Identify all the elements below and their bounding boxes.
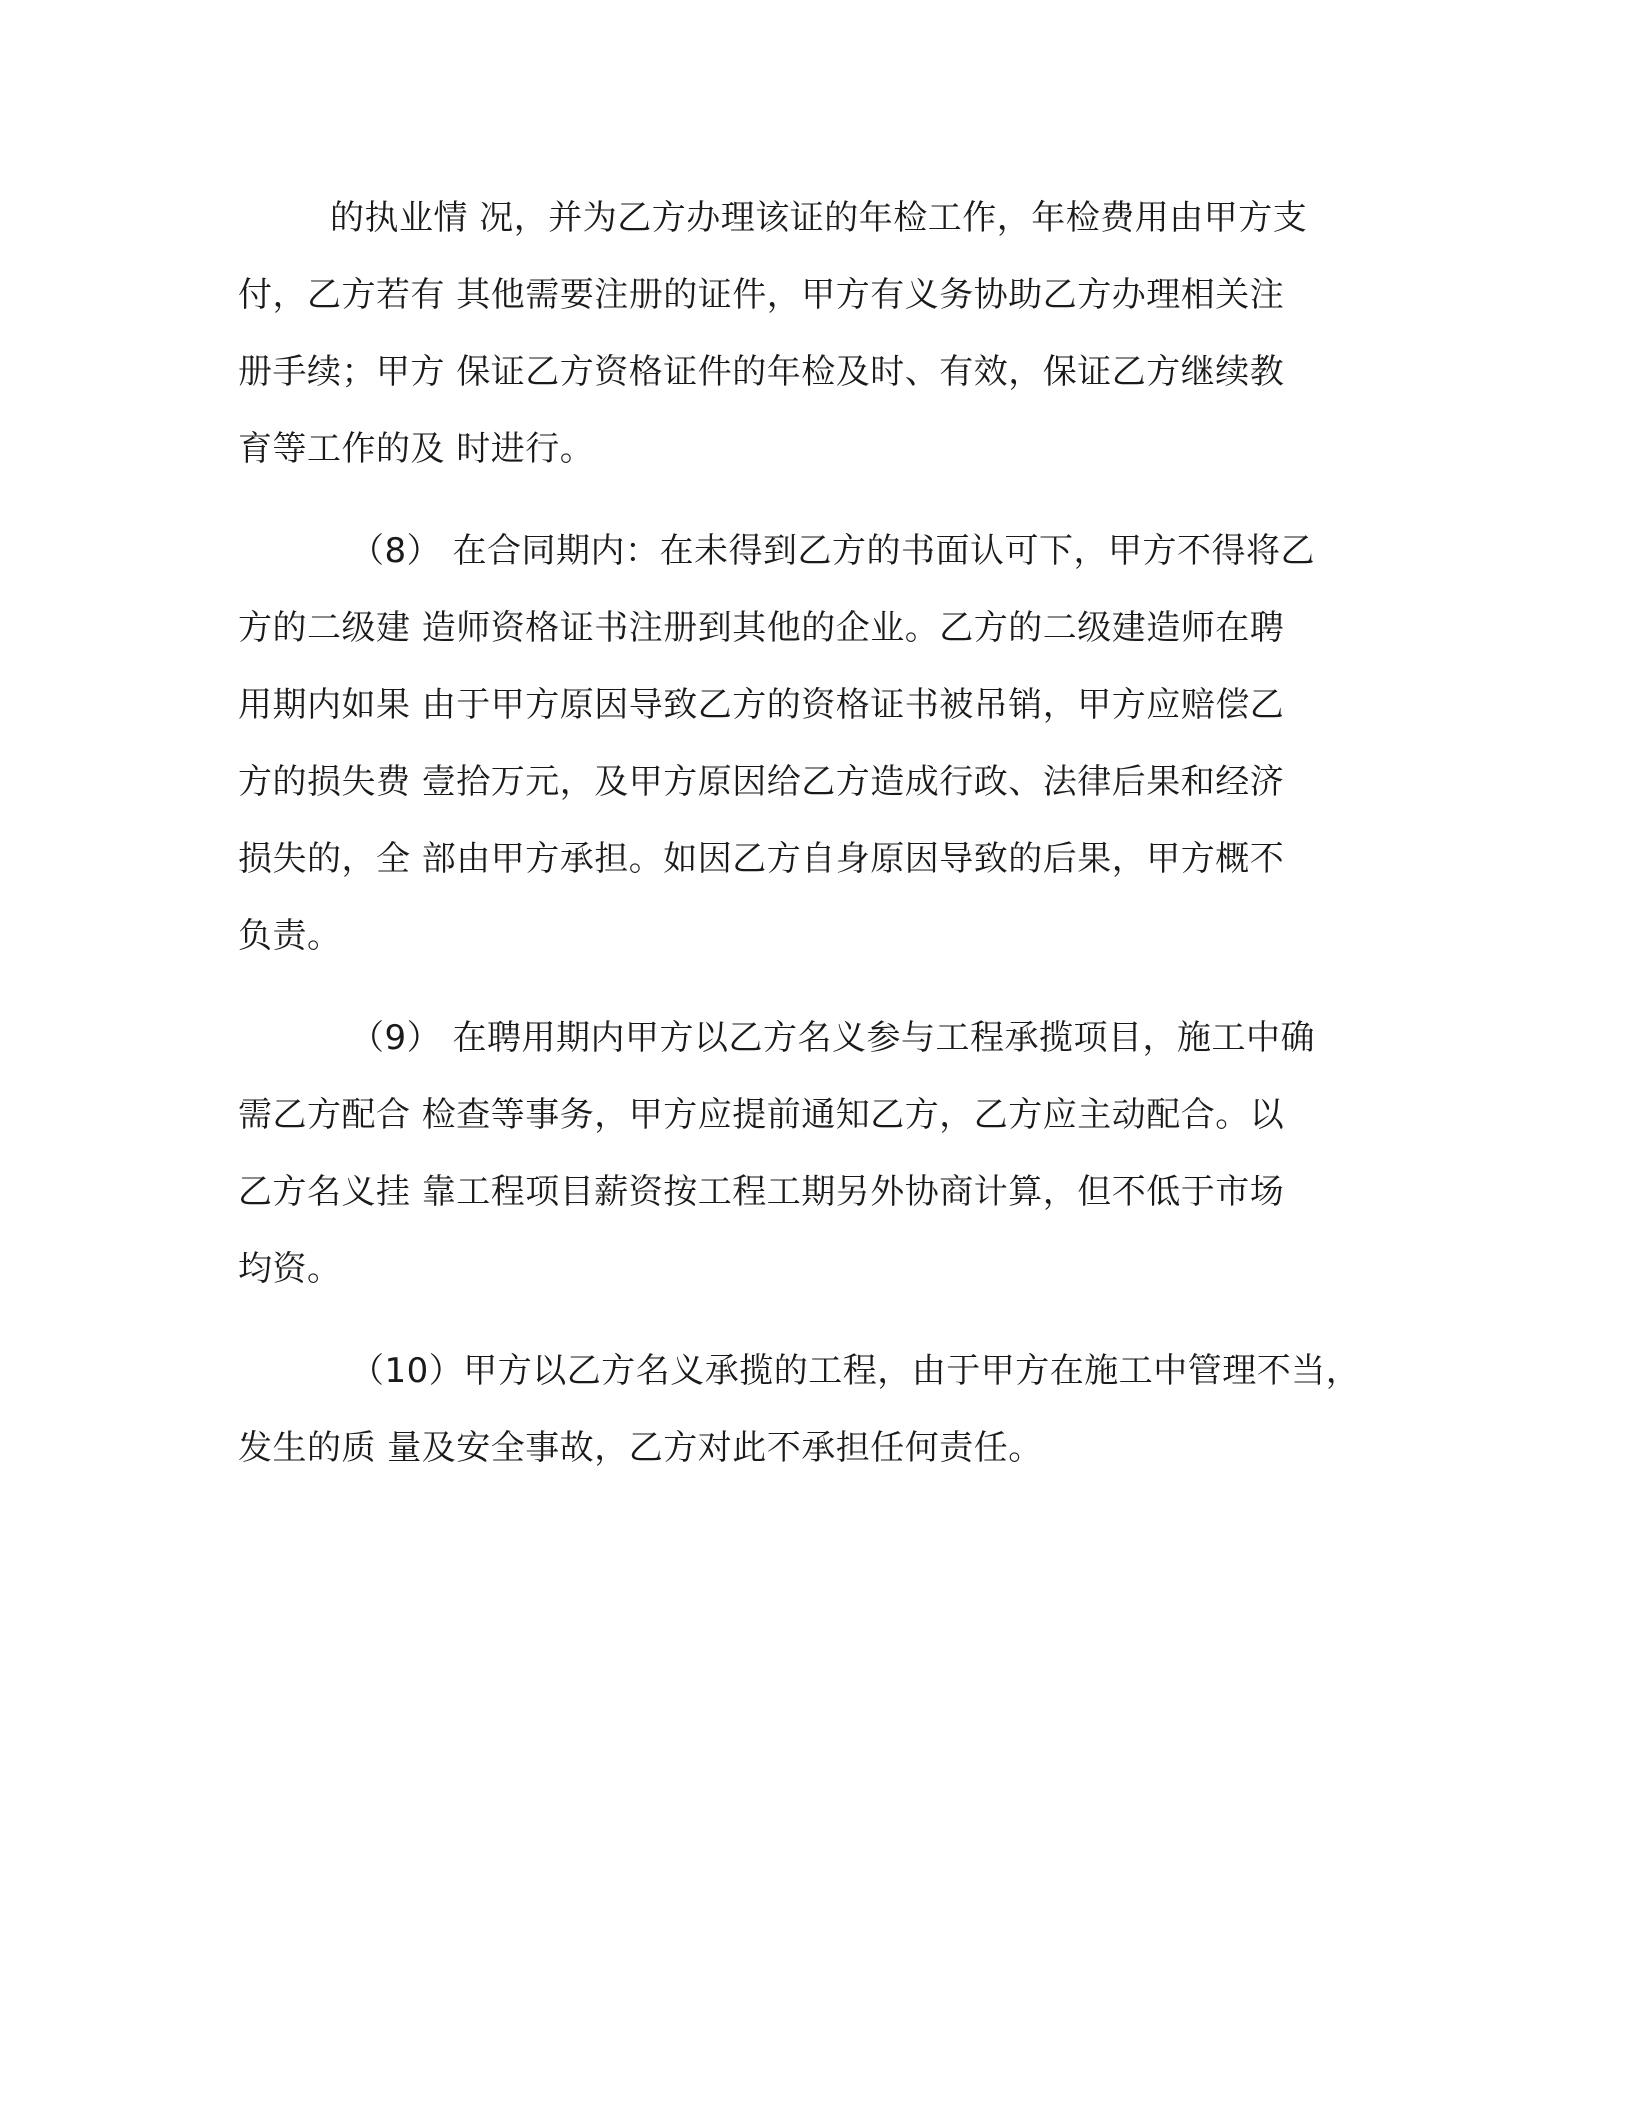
text-line: 用期内如果 由于甲方原因导致乙方的资格证书被吊销，甲方应赔偿乙: [238, 685, 1285, 725]
text-line: 方的二级建 造师资格证书注册到其他的企业。乙方的二级建造师在聘: [238, 608, 1285, 648]
text-line: 均资。: [238, 1249, 342, 1289]
text-line: 需乙方配合 检查等事务，甲方应提前通知乙方，乙方应主动配合。以: [238, 1095, 1285, 1135]
text-line: 方的损失费 壹拾万元，及甲方原因给乙方造成行政、法律后果和经济: [238, 762, 1285, 802]
text-line: 育等工作的及 时进行。: [238, 429, 595, 469]
text-line: 损失的，全 部由甲方承担。如因乙方自身原因导致的后果，甲方概不: [238, 839, 1285, 879]
text-line: （8） 在合同期内：在未得到乙方的书面认可下，甲方不得将乙: [350, 531, 1315, 571]
text-line: （9） 在聘用期内甲方以乙方名义参与工程承揽项目，施工中确: [350, 1018, 1315, 1058]
text-line: 的执业情 况，并为乙方办理该证的年检工作，年检费用由甲方支: [330, 198, 1308, 238]
text-line: 付，乙方若有 其他需要注册的证件，甲方有义务协助乙方办理相关注: [238, 275, 1285, 315]
text-line: 负责。: [238, 916, 342, 956]
text-line: 乙方名义挂 靠工程项目薪资按工程工期另外协商计算，但不低于市场: [238, 1172, 1285, 1212]
text-line: （10）甲方以乙方名义承揽的工程，由于甲方在施工中管理不当，: [350, 1351, 1361, 1391]
text-line: 发生的质 量及安全事故，乙方对此不承担任何责任。: [238, 1428, 1043, 1468]
text-line: 册手续；甲方 保证乙方资格证件的年检及时、有效，保证乙方继续教: [238, 352, 1285, 392]
